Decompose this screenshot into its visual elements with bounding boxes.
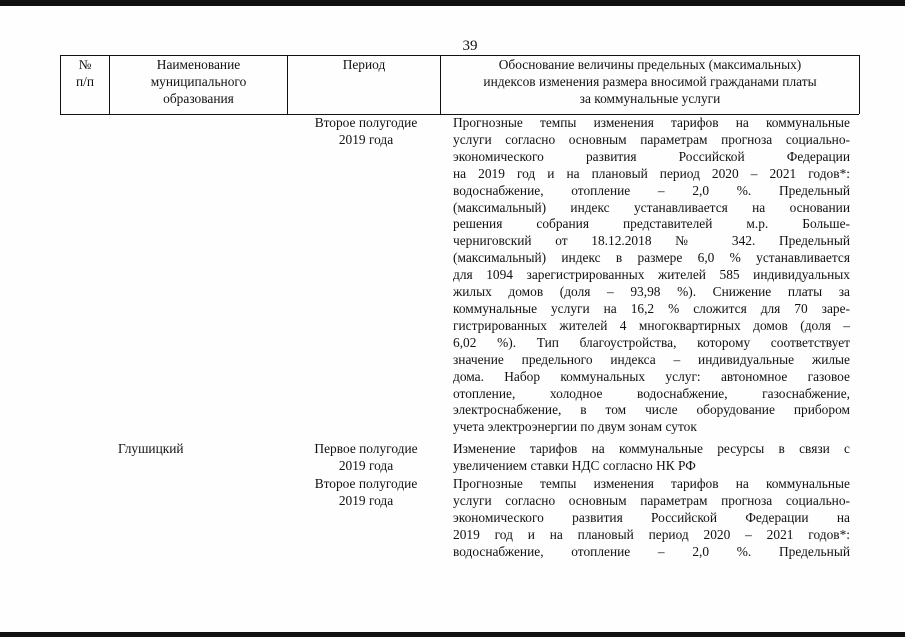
header-period: Период <box>342 57 386 72</box>
justification-line: экономического развития Российской Федерации <box>453 148 850 164</box>
row1-period <box>296 115 436 149</box>
header-number-line: № <box>78 57 92 72</box>
header-municipality-line: Наименование <box>156 57 241 72</box>
period-line: 2019 года <box>338 457 394 473</box>
period-line: Первое полугодие <box>314 441 418 456</box>
justification-line: увеличением ставки НДС согласно НК РФ <box>453 457 696 473</box>
scan-top-border <box>0 0 905 6</box>
justification-line: отопление, холодное водоснабжение, газоснабжение, <box>453 385 850 401</box>
justification-line: экономического развития Российской Федерации на <box>453 509 850 525</box>
justification-line: на 2019 год и на плановый период 2020 – 2021 годов*: <box>453 165 850 181</box>
justification-line: электроснабжение, в том числе оборудование прибором <box>453 402 850 418</box>
scan-bottom-border <box>0 632 905 637</box>
row2-justification <box>453 441 850 475</box>
justification-line: для 1094 зарегистрированных жителей 585 индивидуальных <box>453 267 850 283</box>
justification-line: дома. Набор коммунальных услуг: автономное газовое <box>453 368 850 384</box>
justification-line: коммунальные услуги на 16,2 % сложится для 70 заре- <box>453 300 850 316</box>
justification-line: (максимальный) индекс устанавливается на основании <box>453 199 850 215</box>
justification-line: Прогнозные темпы изменения тарифов на коммунальные <box>453 115 850 130</box>
header-justification-line: за коммунальные услуги <box>579 91 721 106</box>
period-line: Второе полугодие <box>314 115 418 130</box>
header-municipality-line: муниципального <box>150 74 247 89</box>
justification-line: 6,02 %). Тип благоустройства, которому соответствует <box>453 334 850 350</box>
justification-line: водоснабжение, отопление – 2,0 %. Предельный <box>453 182 850 198</box>
row2-period <box>296 441 436 475</box>
row1-justification <box>453 115 850 436</box>
header-justification-line: индексов изменения размера вносимой гражданами платы <box>483 74 817 89</box>
period-line: Второе полугодие <box>314 476 418 491</box>
period-line: 2019 года <box>338 492 394 508</box>
justification-line: учета электроэнергии по двум зонам суток <box>453 419 697 435</box>
row3-justification <box>453 476 850 561</box>
header-municipality-line: образования <box>163 91 234 106</box>
justification-line: черниговский от 18.12.2018 № 342. Предельный <box>453 233 850 249</box>
justification-line: водоснабжение, отопление – 2,0 %. Предельный <box>453 543 850 559</box>
row3-period <box>296 476 436 510</box>
justification-line: услуги согласно основным параметрам прогноза социально- <box>453 492 850 508</box>
justification-line: услуги согласно основным параметрам прогноза социально- <box>453 131 850 147</box>
header-justification-line: Обоснование величины предельных (максимальных) <box>498 57 802 72</box>
justification-line: Изменение тарифов на коммунальные ресурсы в связи с <box>453 441 850 456</box>
justification-line: жилых домов (доля – 93,98 %). Снижение платы за <box>453 284 850 300</box>
justification-line: Прогнозные темпы изменения тарифов на коммунальные <box>453 476 850 491</box>
header-municipality <box>110 56 287 107</box>
header-number <box>60 56 110 90</box>
justification-line: гистрированных жителей 4 многоквартирных домов (доля – <box>453 317 850 333</box>
justification-line: (максимальный) индекс в размере 6,0 % устанавливается <box>453 250 850 266</box>
period-line: 2019 года <box>338 131 394 147</box>
justification-line: значение предельного индекса – индивидуальные жилые <box>453 351 850 367</box>
header-justification <box>441 56 859 107</box>
table-right-border <box>859 55 860 114</box>
page-number: 39 <box>462 38 478 54</box>
justification-line: решения собрания представителей м.р. Больше- <box>453 216 850 232</box>
row2-municipality: Глушицкий <box>118 441 184 456</box>
justification-line: 2019 год и на плановый период 2020 – 2021 годов*: <box>453 526 850 542</box>
header-number-line: п/п <box>75 74 95 89</box>
